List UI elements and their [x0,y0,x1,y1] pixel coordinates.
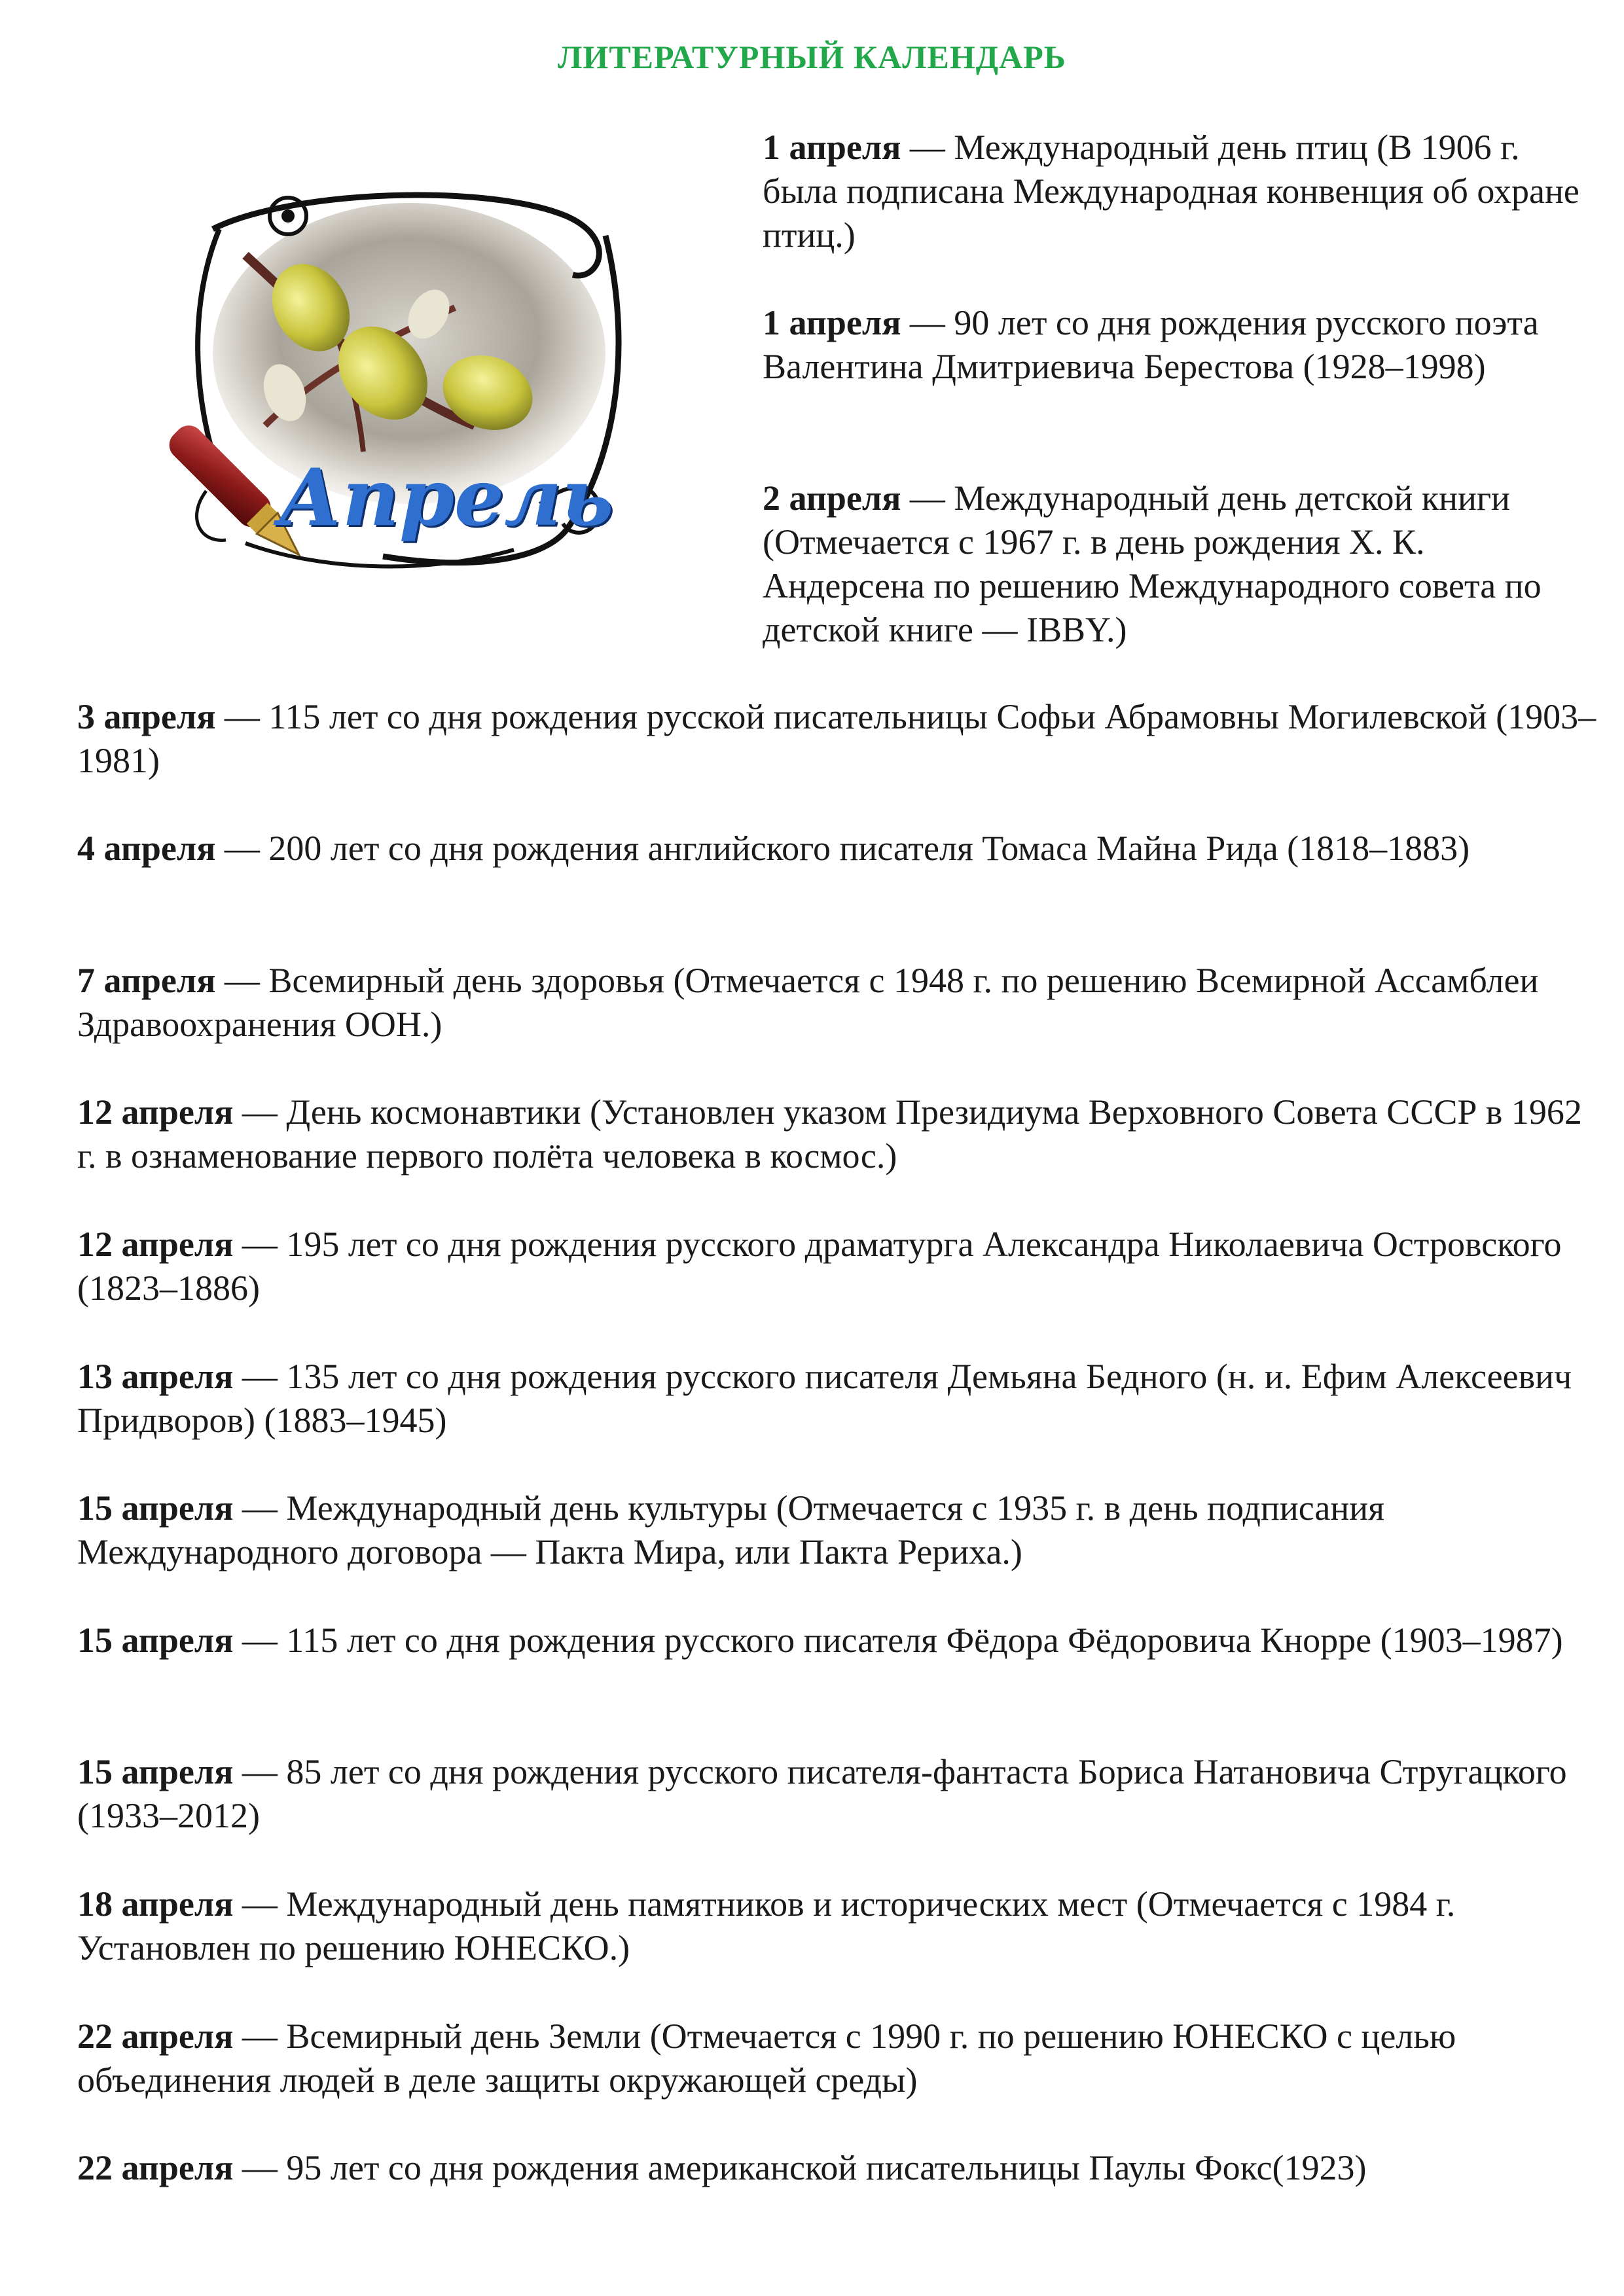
calendar-entry [77,1882,1602,1970]
calendar-entry [77,1355,1602,1443]
entry-text: — 115 лет со дня рождения русской писательницы Софьи Абрамовны Могилевской (1903–1981) [77,697,1597,780]
entry-date: 22 апреля [77,2017,234,2056]
entry-date: 12 апреля [77,1225,234,1264]
entry-text: — Международный день птиц (В 1906 г. была подписана Международная конвенция об охране птиц.) [763,128,1579,255]
page-title: ЛИТЕРАТУРНЫЙ КАЛЕНДАРЬ [558,39,1066,75]
calendar-entry [77,2146,1602,2190]
calendar-entry [77,1486,1602,1574]
entry-text: — Всемирный день Земли (Отмечается с 1990 г. по решению ЮНЕСКО с целью объединения людей в деле защиты окружающей среды) [77,2017,1456,2100]
calendar-entry [77,1750,1602,1838]
entry-text: — Международный день памятников и исторических мест (Отмечается с 1984 г. Установлен по решению ЮНЕСКО.) [77,1884,1456,1967]
entry-text: — 115 лет со дня рождения русского писателя Фёдора Фёдоровича Кнорре (1903–1987) [233,1621,1563,1660]
calendar-entry [763,126,1581,257]
entry-date: 3 апреля [77,697,216,736]
entry-text: — Всемирный день здоровья (Отмечается с 1948 г. по решению Всемирной Ассамблеи Здравоохранения ООН.) [77,961,1539,1044]
calendar-entry [763,301,1581,389]
entry-text: — 195 лет со дня рождения русского драматурга Александра Николаевича Островского (1823–1886) [77,1225,1562,1308]
calendar-entry [77,1619,1602,1662]
entry-date: 22 апреля [77,2148,234,2187]
entry-text: — 90 лет со дня рождения русского поэта Валентина Дмитриевича Берестова (1928–1998) [763,303,1539,386]
entry-date: 13 апреля [77,1357,234,1396]
calendar-entry [77,1090,1602,1178]
calendar-entry [77,827,1602,870]
emblem-word: Апрель [278,452,614,544]
entry-date: 2 апреля [763,478,901,518]
entry-text: — День космонавтики (Установлен указом Президиума Верховного Совета СССР в 1962 г. в ознаменование первого полёта человека в космос.) [77,1092,1582,1175]
entry-text: — Международный день культуры (Отмечается с 1935 г. в день подписания Международного договора — Пакта Мира, или Пакта Рериха.) [77,1488,1384,1571]
entry-date: 4 апреля [77,829,216,868]
entry-text: — Международный день детской книги (Отмечается с 1967 г. в день рождения Х. К. Андерсена по решению Международного совета по детской книге — IBBY.) [763,478,1542,649]
calendar-entry [77,959,1602,1047]
entry-text: — 95 лет со дня рождения американской писательницы Паулы Фокс(1923) [233,2148,1367,2187]
entry-text: — 200 лет со дня рождения английского писателя Томаса Майна Рида (1818–1883) [215,829,1470,868]
entry-text: — 135 лет со дня рождения русского писателя Демьяна Бедного (н. и. Ефим Алексеевич Придворов) (1883–1945) [77,1357,1572,1440]
entry-date: 15 апреля [77,1752,234,1791]
calendar-entry [77,695,1602,783]
entry-date: 1 апреля [763,128,901,167]
calendar-entry [763,476,1581,652]
entry-date: 1 апреля [763,303,901,342]
calendar-entry [77,1223,1602,1310]
entry-date: 12 апреля [77,1092,234,1132]
entry-text: — 85 лет со дня рождения русского писателя-фантаста Бориса Натановича Стругацкого (1933–2012) [77,1752,1567,1835]
entry-date: 15 апреля [77,1621,234,1660]
april-emblem [147,177,658,602]
entry-date: 7 апреля [77,961,216,1000]
entry-date: 18 апреля [77,1884,234,1924]
calendar-entry [77,2015,1602,2102]
entry-date: 15 апреля [77,1488,234,1528]
